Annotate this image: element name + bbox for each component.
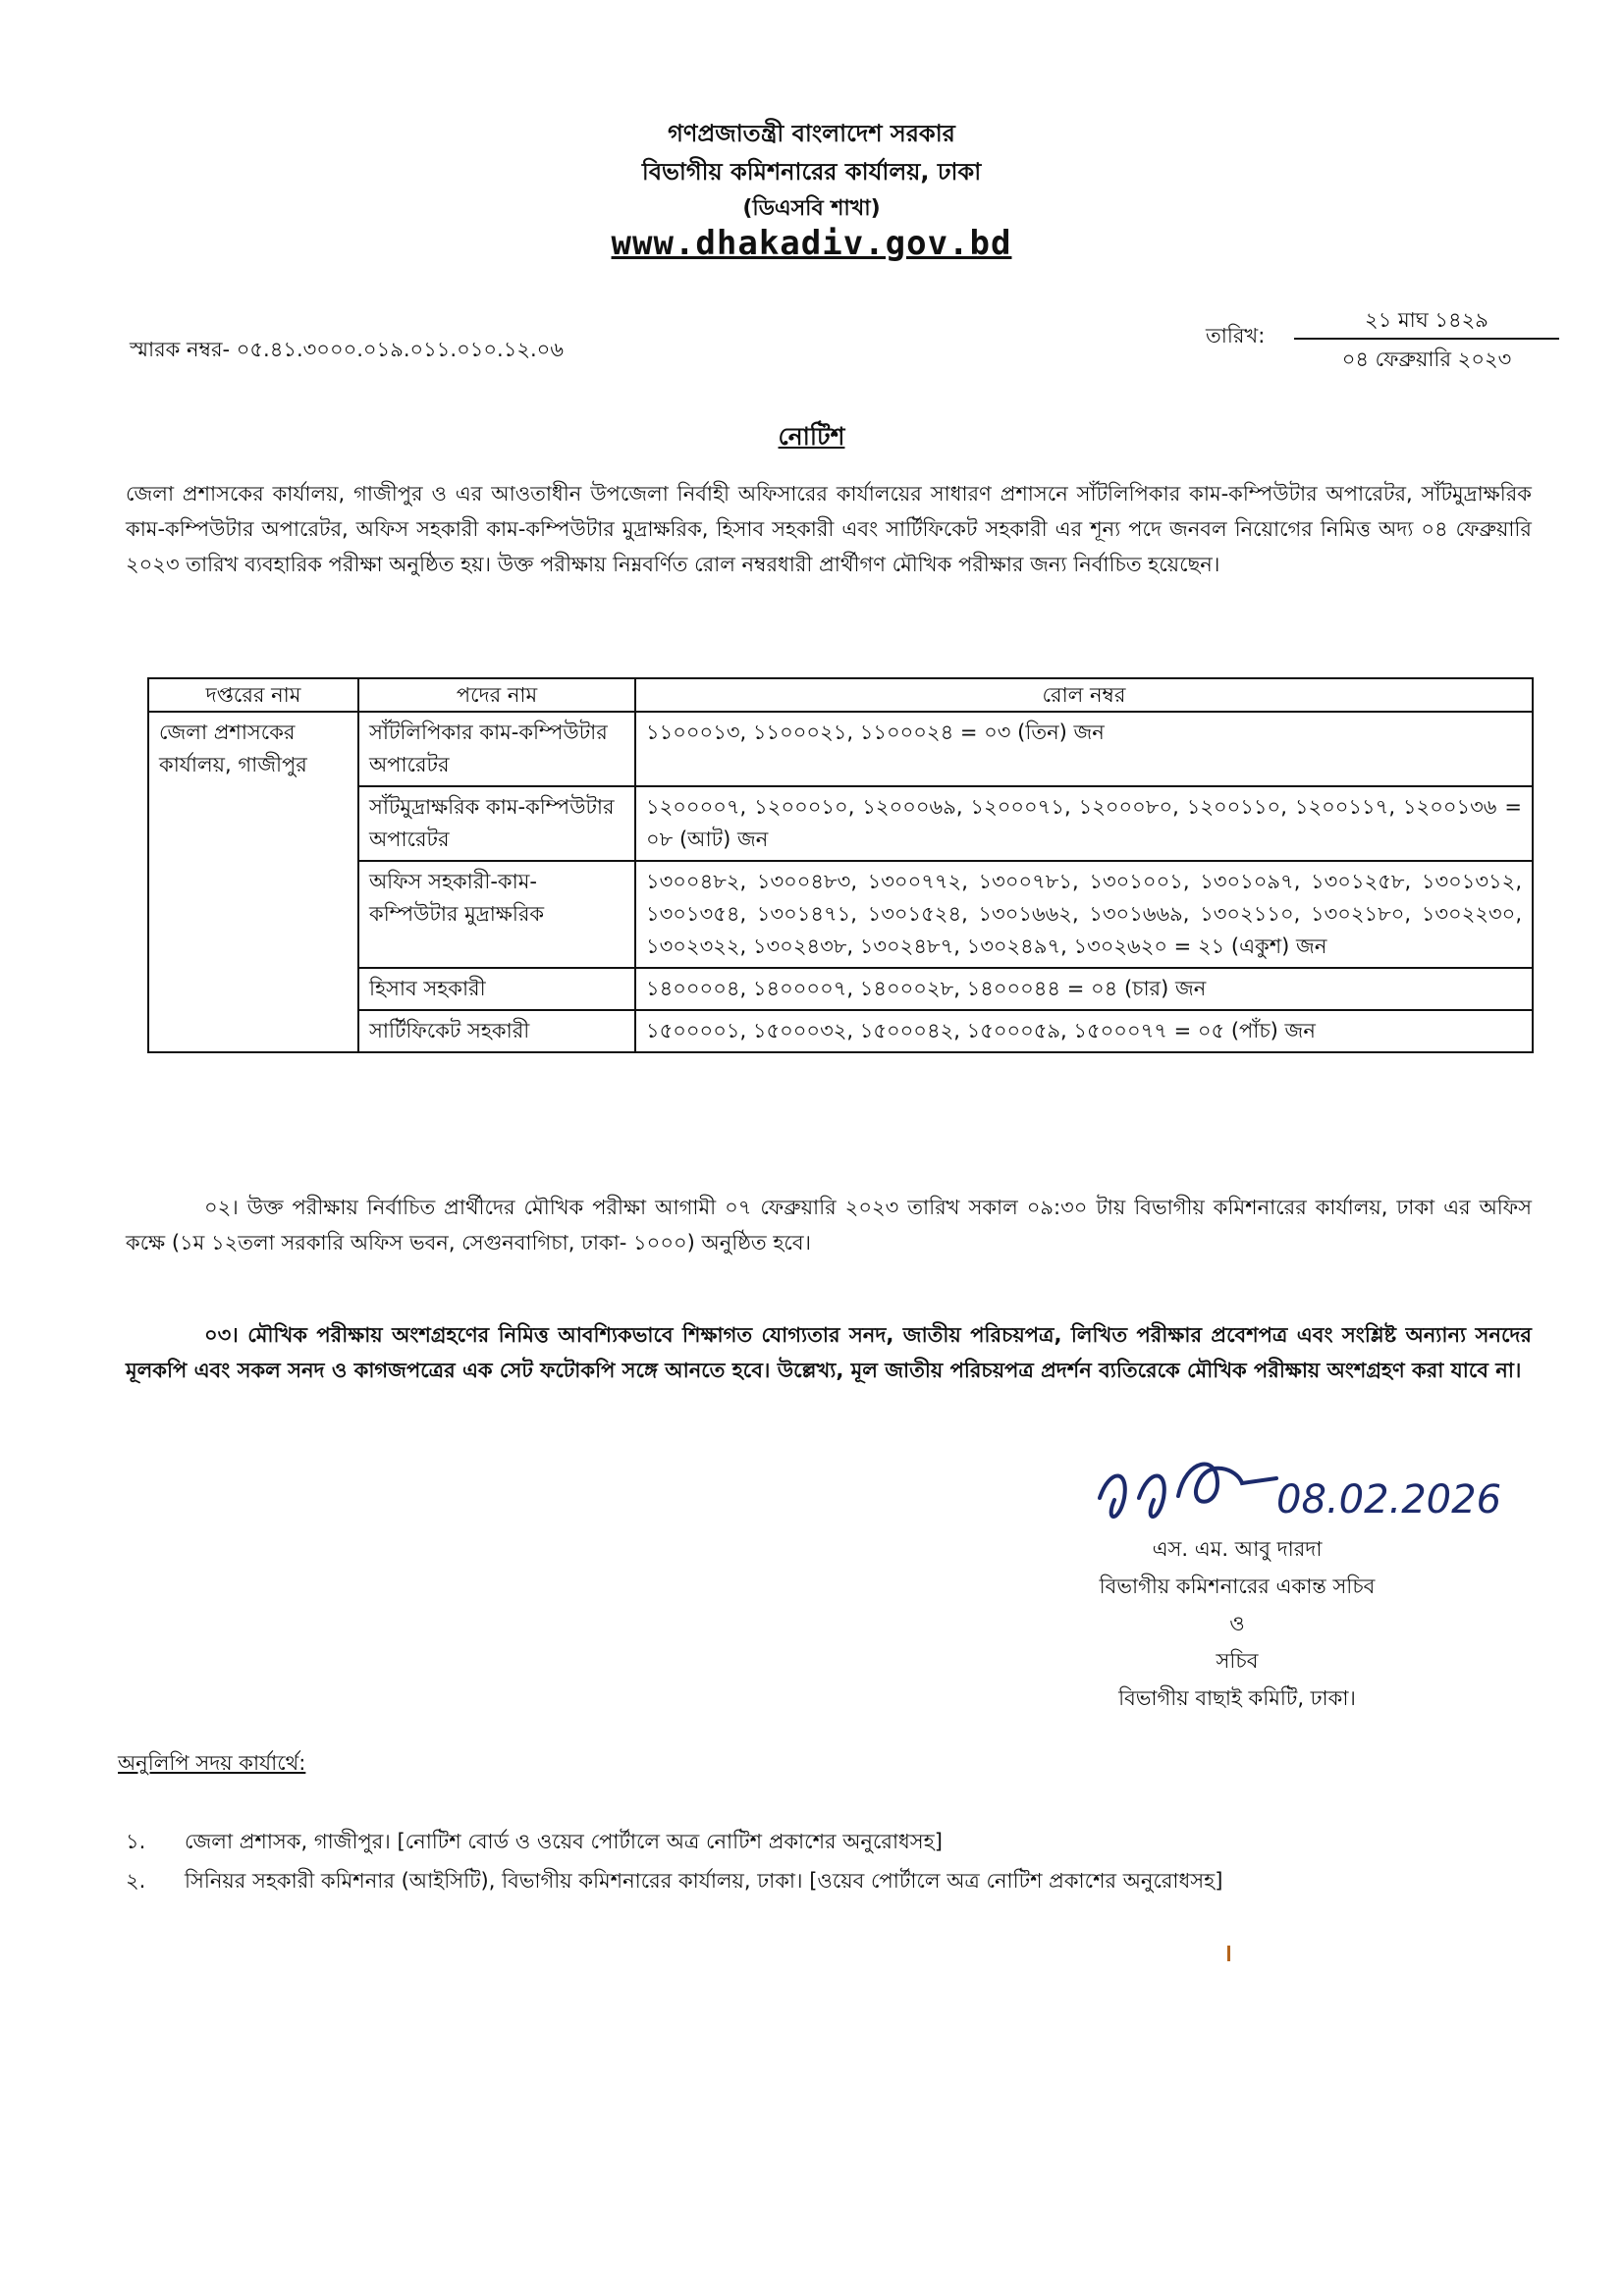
post-cell: অফিস সহকারী-কাম-কম্পিউটার মুদ্রাক্ষরিক: [358, 861, 635, 968]
notice-title: নোটিশ: [778, 422, 845, 451]
post-cell: হিসাব সহকারী: [358, 968, 635, 1010]
header-office-name: দপ্তরের নাম: [148, 678, 358, 712]
header-office: বিভাগীয় কমিশনারের কার্যালয়, ঢাকা: [641, 158, 982, 186]
date-bangla: ২১ মাঘ ১৪২৯: [1294, 302, 1559, 340]
post-cell: সাঁটমুদ্রাক্ষরিক কাম-কম্পিউটার অপারেটর: [358, 786, 635, 861]
paragraph-02: ০২। উক্ত পরীক্ষায় নির্বাচিত প্রার্থীদের মৌখিক পরীক্ষা আগামী ০৭ ফেব্রুয়ারি ২০২৩ তারিখ সকাল ০৯:৩০ টায় বিভাগীয় কমিশনারের কার্যালয়, ঢাকা এর অফিস কক্ষে (১ম ১২তলা সরকারি অফিস ভবন, সেগুনবাগিচা, ঢাকা- ১০০০) অনুষ্ঠিত হবে।: [126, 1196, 1532, 1255]
signer-designation-2: সচিব: [1216, 1649, 1259, 1673]
signer-designation-1: বিভাগীয় কমিশনারের একান্ত সচিব: [1099, 1575, 1376, 1598]
table-header-row: [148, 678, 1533, 712]
signer-name: এস. এম. আবু দারদা: [1152, 1537, 1323, 1561]
copy-to-number: ১.: [126, 1830, 146, 1853]
roll-table: [147, 677, 1534, 1053]
post-cell: সাঁটলিপিকার কাম-কম্পিউটার অপারেটর: [358, 712, 635, 786]
handwritten-signature: [1070, 1429, 1581, 1537]
date-label: তারিখ:: [1206, 324, 1266, 347]
signer-conjunction: ও: [1229, 1612, 1245, 1635]
header-section: (ডিএসবি শাখা): [742, 196, 881, 221]
post-cell: সার্টিফিকেট সহকারী: [358, 1010, 635, 1052]
memo-number: স্মারক নম্বর- ০৫.৪১.৩০০০.০১৯.০১১.০১০.১২.০৬: [130, 338, 564, 361]
signer-designation-3: বিভাগীয় বাছাই কমিটি, ঢাকা।: [1118, 1686, 1356, 1710]
rolls-cell: ১৪০০০০৪, ১৪০০০০৭, ১৪০০০২৮, ১৪০০০৪৪ = ০৪ (চার) জন: [635, 968, 1533, 1010]
date-box: [1294, 302, 1559, 375]
rolls-cell: ১১০০০১৩, ১১০০০২১, ১১০০০২৪ = ০৩ (তিন) জন: [635, 712, 1533, 786]
header-government: গণপ্রজাতন্ত্রী বাংলাদেশ সরকার: [668, 120, 955, 147]
website-url: www.dhakadiv.gov.bd: [611, 224, 1012, 263]
copy-to-text: সিনিয়র সহকারী কমিশনার (আইসিটি), বিভাগীয় কমিশনারের কার্যালয়, ঢাকা। [ওয়েব পোর্টালে অত্র নোটিশ প্রকাশের অনুরোধসহ]: [185, 1869, 1223, 1893]
paragraph-03: ০৩। মৌখিক পরীক্ষায় অংশগ্রহণের নিমিত্ত আবশ্যিকভাবে শিক্ষাগত যোগ্যতার সনদ, জাতীয় পরিচয়পত্র, লিখিত পরীক্ষার প্রবেশপত্র এবং সংশ্লিষ্ট অন্যান্য সনদের মূলকপি এবং সকল সনদ ও কাগজপত্রের এক সেট ফটোকপি সঙ্গে আনতে হবে। উল্লেখ্য, মূল জাতীয় পরিচয়পত্র প্রদর্শন ব্যতিরেকে মৌখিক পরীক্ষায় অংশগ্রহণ করা যাবে না।: [126, 1323, 1532, 1382]
date-english: ০৪ ফেব্রুয়ারি ২০২৩: [1341, 347, 1512, 371]
signature-date: 08.02.2026: [1276, 1477, 1502, 1522]
rolls-cell: ১৩০০৪৮২, ১৩০০৪৮৩, ১৩০০৭৭২, ১৩০০৭৮১, ১৩০১০০১, ১৩০১০৯৭, ১৩০১২৫৮, ১৩০১৩১২, ১৩০১৩৫৪, ১৩০১৪৭১, ১৩০১৫২৪, ১৩০১৬৬২, ১৩০১৬৬৯, ১৩০২১১০, ১৩০২১৮০, ১৩০২২৩০, ১৩০২৩২২, ১৩০২৪৩৮, ১৩০২৪৮৭, ১৩০২৪৯৭, ১৩০২৬২০ = ২১ (একুশ) জন: [635, 861, 1533, 968]
intro-paragraph: জেলা প্রশাসকের কার্যালয়, গাজীপুর ও এর আওতাধীন উপজেলা নির্বাহী অফিসারের কার্যালয়ের সাধারণ প্রশাসনে সাঁটলিপিকার কাম-কম্পিউটার অপারেটর, সাঁটমুদ্রাক্ষরিক কাম-কম্পিউটার অপারেটর, অফিস সহকারী কাম-কম্পিউটার মুদ্রাক্ষরিক, হিসাব সহকারী এবং সার্টিফিকেট সহকারী এর শূন্য পদে জনবল নিয়োগের নিমিত্ত অদ্য ০৪ ফেব্রুয়ারি ২০২৩ তারিখ ব্যবহারিক পরীক্ষা অনুষ্ঠিত হয়। উক্ত পরীক্ষায় নিম্নবর্ণিত রোল নম্বরধারী প্রার্থীগণ মৌখিক পরীক্ষার জন্য নির্বাচিত হয়েছেন।: [126, 482, 1532, 576]
copy-to-text: জেলা প্রশাসক, গাজীপুর। [নোটিশ বোর্ড ও ওয়েব পোর্টালে অত্র নোটিশ প্রকাশের অনুরোধসহ]: [185, 1830, 943, 1853]
table-row: [148, 712, 1533, 786]
stray-mark: [1227, 1946, 1230, 1961]
header-post-name: পদের নাম: [358, 678, 635, 712]
copy-to-number: ২.: [126, 1869, 146, 1893]
copy-to-title: অনুলিপি সদয় কার্যার্থে:: [118, 1751, 306, 1775]
copy-to-item: [126, 1826, 943, 1860]
copy-to-item: [126, 1865, 1222, 1899]
rolls-cell: ১২০০০০৭, ১২০০০১০, ১২০০০৬৯, ১২০০০৭১, ১২০০০৮০, ১২০০১১০, ১২০০১১৭, ১২০০১৩৬ = ০৮ (আট) জন: [635, 786, 1533, 861]
rolls-cell: ১৫০০০০১, ১৫০০০৩২, ১৫০০০৪২, ১৫০০০৫৯, ১৫০০০৭৭ = ০৫ (পাঁচ) জন: [635, 1010, 1533, 1052]
header-roll-number: রোল নম্বর: [635, 678, 1533, 712]
office-cell: জেলা প্রশাসকের কার্যালয়, গাজীপুর: [148, 712, 358, 1052]
